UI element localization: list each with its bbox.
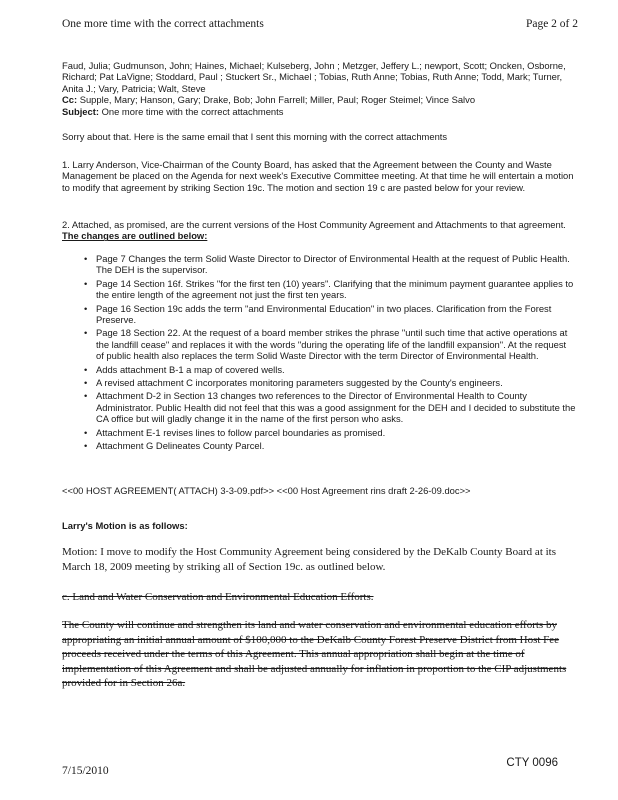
subject-text: One more time with the correct attachments [101, 106, 284, 117]
list-item: • Adds attachment B-1 a map of covered wells. [96, 364, 576, 375]
changes-outlined: The changes are outlined below: [62, 230, 208, 242]
list-item: • Attachment E-1 revises lines to follow parcel boundaries as promised. [96, 427, 576, 438]
struck-section-body: The County will continue and strengthen its land and water conservation and environmental education efforts by appropriating an initial annual amount of $100,000 to the DeKalb County Forest Preserve District from Host Fee proceeds received under the terms of this Agreement. This annual appropriation shall begin at the time of implementation of this Agreement and shall be adjusted annually for inflation in proportion to the CIP adjustments provided for in Section 26a. [62, 619, 567, 689]
subject-label: Subject: [62, 106, 99, 117]
page-number: Page 2 of 2 [525, 18, 578, 30]
cc-label: Cc: [62, 94, 78, 105]
to-recipients: Faud, Julia; Gudmunson, John; Haines, Michael; Kulseberg, John ; Metzger, Jeffery L.; newport, Scott; Oncken, Osborne, Richard; Pat LaVigne; Stoddard, Paul ; Stuckert Sr., Michael ; Tobias, Ruth Anne; Tobias, Ruth Anne; Todd, Mark; Turner, Anita J.; Vary, Patricia; Walt, Steve [62, 60, 566, 94]
paragraph-1: 1. Larry Anderson, Vice-Chairman of the County Board, has asked that the Agreement between the County and Waste Management be placed on the Agenda for next week's Executive Committee meeting. At that time he will entertain a motion to modify that agreement by striking Section 19c. The motion and section 19 c are pasted below for your review. [62, 159, 574, 193]
print-date: 7/15/2010 [62, 765, 109, 777]
subject-line [62, 106, 578, 117]
paragraph-2 [62, 219, 578, 242]
cc-line [62, 94, 578, 105]
intro-text: Sorry about that. Here is the same email that I sent this morning with the correct attachments [62, 131, 448, 142]
list-item: • A revised attachment C incorporates monitoring parameters suggested by the County's engineers. [96, 377, 576, 388]
list-item: • Page 18 Section 22. At the request of a board member strikes the phrase "until such time that active operations at the landfill cease" and replaces it with the words "during the operating life of the landfill expansion". At the request of public health also replaces the term Solid Waste Director with the term Director of Environmental Health. [96, 327, 576, 361]
bates-number: CTY 0096 [506, 757, 558, 769]
struck-section-heading: c. Land and Water Conservation and Environmental Education Efforts. [62, 591, 374, 603]
list-item: • Page 14 Section 16f. Strikes "for the first ten (10) years". Clarifying that the minimum payment guarantee applies to the entire length of the agreement not just the first ten years. [96, 278, 576, 301]
motion-heading: Larry's Motion is as follows: [62, 520, 188, 531]
attachments-line: <<00 HOST AGREEMENT( ATTACH) 3-3-09.pdf>> <<00 Host Agreement rins draft 2-26-09.doc>> [62, 485, 471, 496]
changes-list [78, 253, 576, 454]
list-item: • Page 7 Changes the term Solid Waste Director to Director of Environmental Health at the request of Public Health. The DEH is the supervisor. [96, 253, 576, 276]
list-item: • Attachment D-2 in Section 13 changes two references to the Director of Environmental Health to County Administrator. Public Health did not feel that this was a good assignment for the DEH and I decided to substitute the CA office but will gladly change it in the name of the first person who asks. [96, 390, 576, 424]
list-item: • Attachment G Delineates County Parcel. [96, 440, 576, 451]
list-item: • Page 16 Section 19c adds the term "and Environmental Education" in two places. Clarification from the Forest Preserve. [96, 303, 576, 326]
motion-text: Motion: I move to modify the Host Community Agreement being considered by the DeKalb County Board at its March 18, 2009 meeting by striking all of Section 19c. as outlined below. [62, 546, 557, 573]
paragraph-2-lead: 2. Attached, as promised, are the current versions of the Host Community Agreement and Attachments to that agreement. [62, 219, 566, 230]
cc-recipients: Supple, Mary; Hanson, Gary; Drake, Bob; John Farrell; Miller, Paul; Roger Steimel; Vince Salvo [79, 94, 476, 105]
header-subject: One more time with the correct attachments [62, 18, 264, 30]
